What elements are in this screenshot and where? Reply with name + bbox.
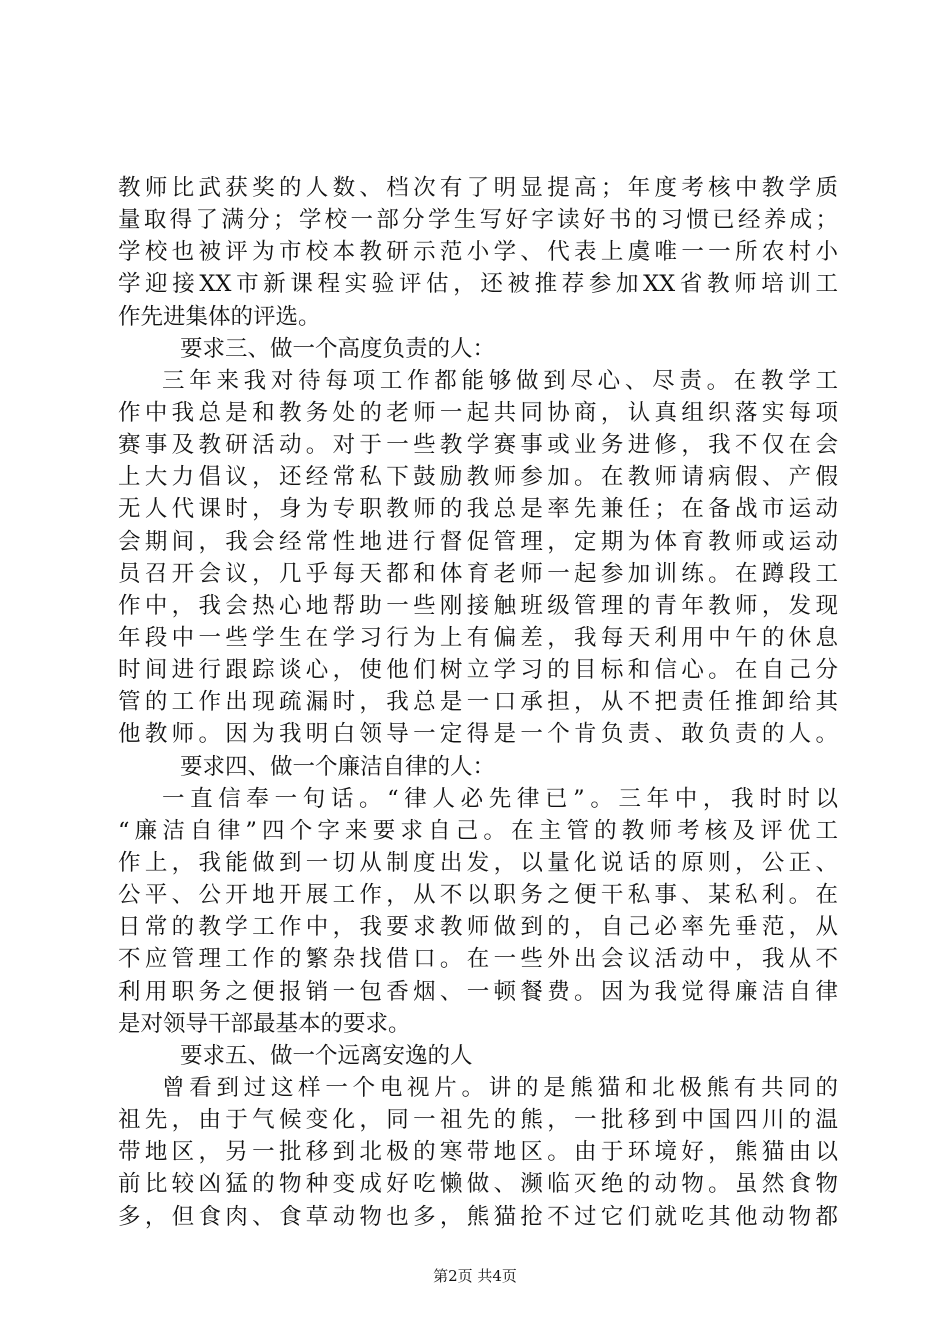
text-line: 是对领导干部最基本的要求。 — [118, 1010, 411, 1037]
page-footer: 第2页 共4页 — [433, 1267, 517, 1285]
text-line: 教师比武获奖的人数、档次有了明显提高；年度考核中教学质 — [118, 175, 838, 201]
text-line: 作上，我能做到一切从制度出发，以量化说话的原则，公正、 — [118, 849, 838, 876]
text-line: 会期间，我会经常性地进行督促管理，定期为体育教师或运动 — [118, 528, 838, 555]
text-line: 他教师。因为我明白领导一定得是一个肯负责、敢负责的人。 — [118, 721, 838, 748]
text-line: 带地区，另一批移到北极的寒带地区。由于环境好，熊猫由以 — [118, 1139, 838, 1166]
text-line: 多，但食肉、食草动物也多，熊猫抢不过它们就吃其他动物都 — [118, 1203, 838, 1230]
text-line: 利用职务之便报销一包香烟、一顿餐费。因为我觉得廉洁自律 — [118, 978, 838, 1005]
text-line: 年段中一些学生在学习行为上有偏差，我每天利用中午的休息 — [118, 624, 838, 651]
section-heading: 要求四、做一个廉洁自律的人： — [180, 753, 496, 780]
section-heading: 要求三、做一个高度负责的人： — [180, 335, 496, 362]
text-line: 员召开会议，几乎每天都和体育老师一起参加训练。在蹲段工 — [118, 560, 838, 587]
text-line: 不应管理工作的繁杂找借口。在一些外出会议活动中，我从不 — [118, 946, 838, 973]
text-line: 前比较凶猛的物种变成好吃懒做、濒临灭绝的动物。虽然食物 — [118, 1171, 838, 1198]
text-line: “廉洁自律”四个字来要求自己。在主管的教师考核及评优工 — [118, 817, 838, 844]
text-line: 祖先，由于气候变化，同一祖先的熊，一批移到中国四川的温 — [118, 1107, 838, 1134]
text-line: 赛事及教研活动。对于一些教学赛事或业务进修，我不仅在会 — [118, 432, 838, 459]
text-line: 作先进集体的评选。 — [118, 303, 321, 330]
text-line: 作中，我会热心地帮助一些刚接触班级管理的青年教师，发现 — [118, 592, 838, 619]
paragraph-first-line: 三年来我对待每项工作都能够做到尽心、尽责。在教学工 — [162, 367, 838, 394]
section-heading: 要求五、做一个远离安逸的人 — [180, 1042, 473, 1069]
text-line: 公平、公开地开展工作，从不以职务之便干私事、某私利。在 — [118, 882, 838, 909]
text-line: 日常的教学工作中，我要求教师做到的，自己必率先垂范，从 — [118, 914, 838, 941]
document-body — [118, 172, 838, 1233]
text-line: 学迎接XX市新课程实验评估，还被推荐参加XX省教师培训工 — [118, 271, 838, 298]
paragraph-first-line: 一直信奉一句话。“律人必先律已”。三年中，我时时以 — [162, 785, 838, 812]
text-line: 时间进行跟踪谈心，使他们树立学习的目标和信心。在自己分 — [118, 657, 838, 684]
text-line: 管的工作出现疏漏时，我总是一口承担，从不把责任推卸给其 — [118, 689, 838, 716]
text-line: 作中我总是和教务处的老师一起共同协商，认真组织落实每项 — [118, 399, 838, 426]
text-line: 学校也被评为市校本教研示范小学、代表上虞唯一一所农村小 — [118, 239, 838, 266]
text-line: 无人代课时，身为专职教师的我总是率先兼任；在备战市运动 — [118, 496, 838, 523]
paragraph-first-line: 曾看到过这样一个电视片。讲的是熊猫和北极熊有共同的 — [162, 1074, 838, 1101]
text-line: 量取得了满分；学校一部分学生写好字读好书的习惯已经养成； — [118, 207, 838, 234]
text-line: 上大力倡议，还经常私下鼓励教师参加。在教师请病假、产假 — [118, 464, 838, 491]
